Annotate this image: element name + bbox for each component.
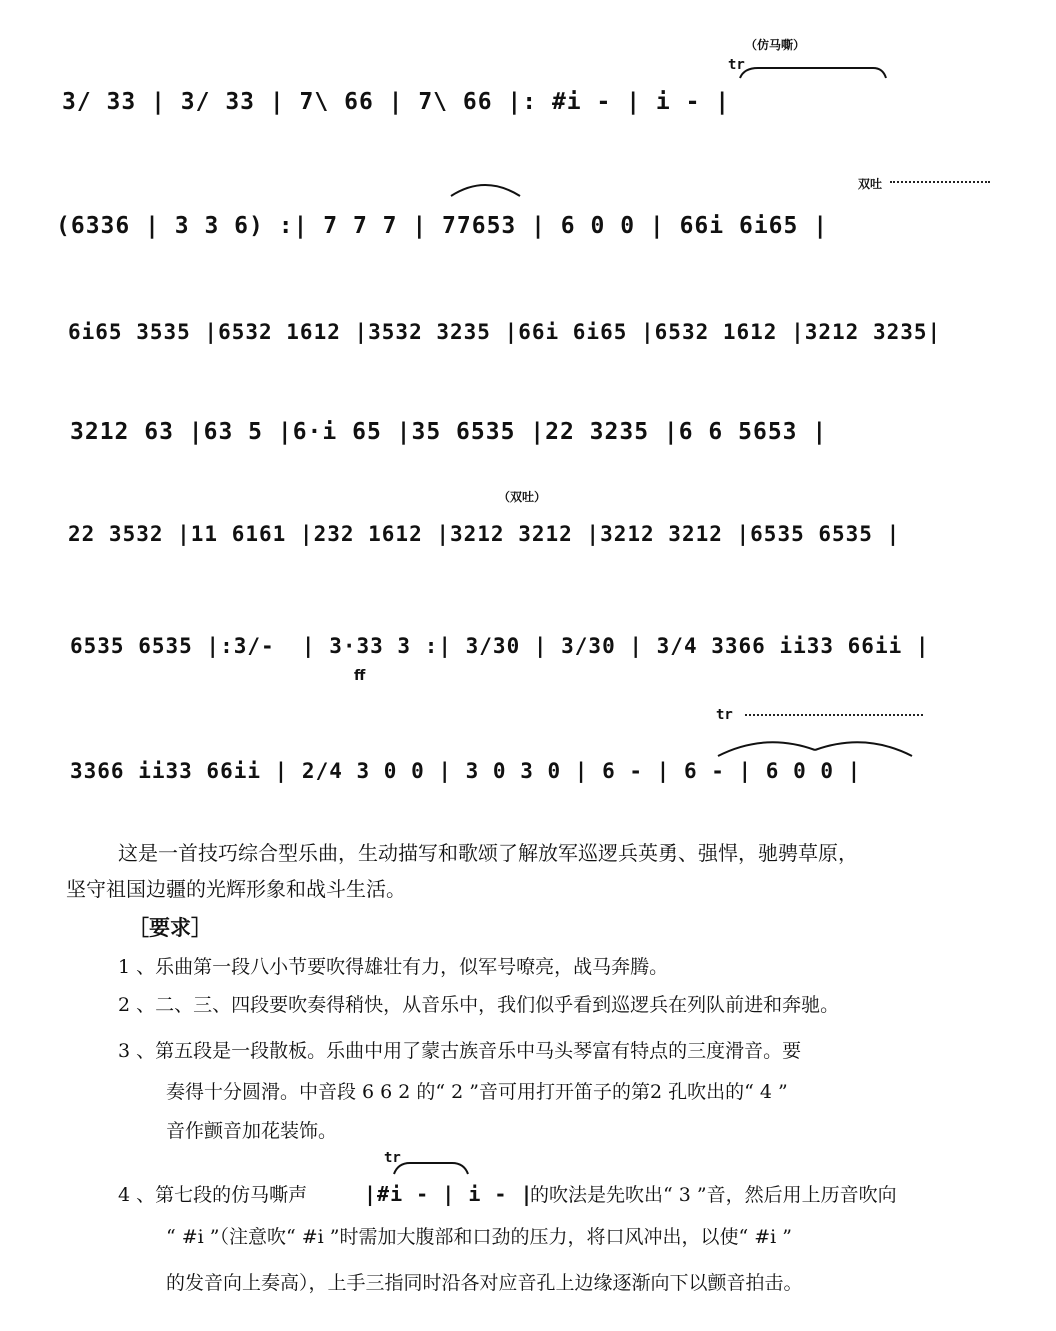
description-line-1: 这是一首技巧综合型乐曲，生动描写和歌颂了解放军巡逻兵英勇、强悍，驰骋草原， (118, 841, 858, 865)
double-tongue-annotation-2: （双吐） (498, 490, 547, 504)
requirement-3-end: 音作颤音加花装饰。 (166, 1120, 338, 1142)
score-line-3: 6i65 3535 |6532 1612 |3532 3235 |66i 6i65 |6532 1612 |3212 3235| (68, 320, 942, 344)
requirement-2: 2 、二、三、四段要吹奏得稍快，从音乐中，我们似乎看到巡逻兵在列队前进和奔驰。 (118, 994, 840, 1016)
requirement-4-line-2: “ #i ”（注意吹“ #i ”时需加大腹部和口劲的压力，将口风冲出，以使“ #i ” (166, 1226, 793, 1248)
trill-extension (745, 714, 923, 716)
trill-slur-arc (738, 64, 888, 84)
trill-mark: tr (728, 57, 745, 73)
inline-notation: |#i - | i - | (364, 1182, 534, 1206)
score-line-1: 3/ 33 | 3/ 33 | 7\ 66 | 7\ 66 |: #i - | i - | (62, 89, 731, 115)
requirement-3: 3 、第五段是一段散板。乐曲中用了蒙古族音乐中马头琴富有特点的三度滑音。要 (118, 1040, 802, 1062)
fortissimo-mark: ff (354, 668, 366, 684)
requirement-4: 4 、第七段的仿马嘶声 (118, 1184, 308, 1206)
requirement-1: 1 、乐曲第一段八小节要吹得雄壮有力，似军号嘹亮，战马奔腾。 (118, 956, 669, 978)
inline-trill-arc (392, 1160, 470, 1178)
horse-neigh-annotation: （仿马嘶） (745, 38, 806, 52)
requirement-4-continued: 的吹法是先吹出“ 3 ”音，然后用上历音吹向 (530, 1184, 897, 1206)
double-tongue-extension (890, 181, 990, 183)
requirement-3-continued: 奏得十分圆滑。中音段 6 6 2 的“ 2 ”音可用打开笛子的第2 孔吹出的“ 4 ” (166, 1081, 788, 1103)
slur-arc (448, 178, 523, 200)
inline-trill-mark: tr (384, 1150, 401, 1166)
description-line-2: 坚守祖国边疆的光辉形象和战斗生活。 (66, 877, 406, 901)
score-line-4: 3212 63 |63 5 |6·i 65 |35 6535 |22 3235 |6 6 5653 | (70, 419, 828, 445)
requirement-4-line-3: 的发音向上奏高），上手三指同时沿各对应音孔上边缘逐渐向下以颤音拍击。 (166, 1272, 803, 1294)
score-line-6: 6535 6535 |:3/- | 3·33 3 :| 3/30 | 3/30 | 3/4 3366 ii33 66ii | (70, 634, 930, 658)
score-line-2: (6336 | 3 3 6) :| 7 7 7 | 77653 | 6 0 0 | 66i 6i65 | (56, 213, 829, 239)
trill-mark-2: tr (716, 707, 733, 723)
score-line-5: 22 3532 |11 6161 |232 1612 |3212 3212 |3212 3212 |6535 6535 | (68, 522, 901, 546)
score-line-7: 3366 ii33 66ii | 2/4 3 0 0 | 3 0 3 0 | 6 - | 6 - | 6 0 0 | (70, 759, 862, 783)
requirements-heading: ［要求］ (128, 915, 212, 940)
double-tongue-annotation: 双吐 (858, 177, 883, 191)
